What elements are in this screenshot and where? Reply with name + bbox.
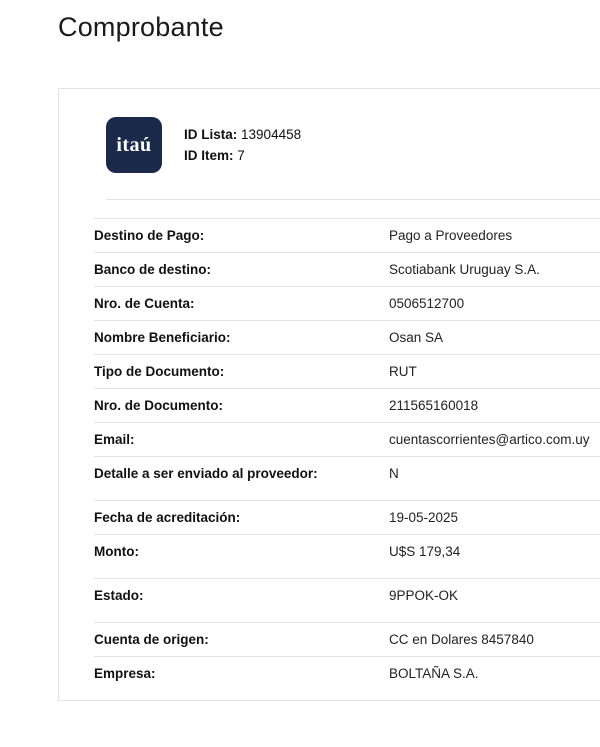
- itau-logo-text: itaú: [116, 133, 152, 156]
- row-value: BOLTAÑA S.A.: [389, 657, 600, 691]
- table-row: [94, 657, 600, 691]
- row-value: cuentascorrientes@artico.com.uy: [389, 423, 600, 457]
- row-label: Banco de destino:: [94, 253, 389, 287]
- table-row: [94, 623, 600, 657]
- table-row: [94, 287, 600, 321]
- card-bottom-spacer: [59, 690, 600, 700]
- row-label: Nro. de Cuenta:: [94, 287, 389, 321]
- details-table-4: [94, 622, 600, 690]
- row-value: U$S 179,34: [389, 535, 600, 569]
- id-item-label: ID Item:: [184, 147, 234, 163]
- row-value: CC en Dolares 8457840: [389, 623, 600, 657]
- table-row: [94, 535, 600, 569]
- card-header: [59, 89, 600, 173]
- id-item-row: [184, 146, 301, 167]
- row-value: Scotiabank Uruguay S.A.: [389, 253, 600, 287]
- row-value: 0506512700: [389, 287, 600, 321]
- section-origen: [94, 612, 600, 690]
- id-lista-row: [184, 125, 301, 146]
- row-value: 19-05-2025: [389, 501, 600, 535]
- status-badge: 9PPOK-OK: [389, 579, 600, 613]
- row-label: Tipo de Documento:: [94, 355, 389, 389]
- id-item-value: 7: [237, 147, 245, 163]
- row-value: Pago a Proveedores: [389, 219, 600, 253]
- id-lista-value: 13904458: [241, 127, 302, 142]
- table-row: [94, 579, 600, 613]
- section-destino: [94, 200, 600, 490]
- row-value: 211565160018: [389, 389, 600, 423]
- table-row: [94, 219, 600, 253]
- row-label: Destino de Pago:: [94, 219, 389, 253]
- row-value: Osan SA: [389, 321, 600, 355]
- itau-logo: [106, 117, 162, 173]
- table-row: [94, 423, 600, 457]
- row-label: Detalle a ser enviado al proveedor:: [94, 457, 389, 491]
- row-value: RUT: [389, 355, 600, 389]
- id-lista-label: ID Lista:: [184, 127, 238, 142]
- table-row: [94, 253, 600, 287]
- row-label: Estado:: [94, 579, 389, 613]
- row-label: Nro. de Documento:: [94, 389, 389, 423]
- table-row: [94, 501, 600, 535]
- row-label: Empresa:: [94, 657, 389, 691]
- row-label: Cuenta de origen:: [94, 623, 389, 657]
- row-label: Monto:: [94, 535, 389, 569]
- page-title: Comprobante: [58, 12, 224, 42]
- table-row: [94, 321, 600, 355]
- row-label: Email:: [94, 423, 389, 457]
- details-table-2: [94, 500, 600, 568]
- comprobante-card: [58, 88, 600, 701]
- row-label: Fecha de acreditación:: [94, 501, 389, 535]
- table-row: [94, 355, 600, 389]
- row-value: N: [389, 457, 600, 491]
- table-row: [94, 389, 600, 423]
- section-estado: [94, 568, 600, 612]
- table-row: [94, 457, 600, 491]
- row-label: Nombre Beneficiario:: [94, 321, 389, 355]
- section-fecha-monto: [94, 490, 600, 568]
- details-table-1: [94, 218, 600, 490]
- id-block: [184, 117, 301, 167]
- details-table-3: [94, 578, 600, 612]
